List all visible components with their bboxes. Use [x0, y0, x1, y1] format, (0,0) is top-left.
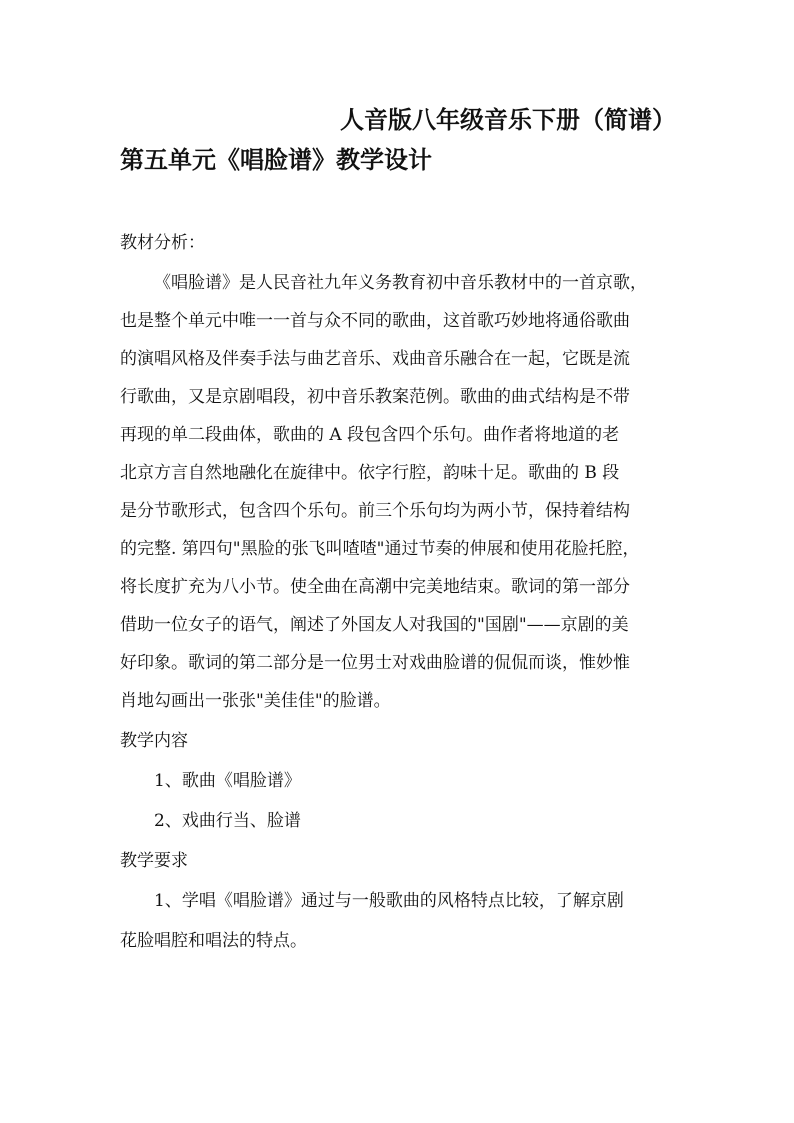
- section-heading-requirements: 教学要求: [120, 851, 188, 871]
- analysis-line-1: 《唱脸谱》是人民音社九年义务教育初中音乐教材中的一首京歌，: [154, 273, 647, 293]
- section-heading-analysis: 教材分析：: [120, 233, 205, 253]
- requirement-line-2: 花脸唱腔和唱法的特点。: [120, 931, 307, 951]
- analysis-line-5: 再现的单二段曲体，歌曲的 A 段包含四个乐句。曲作者将地道的老: [120, 425, 620, 445]
- section-heading-content: 教学内容: [120, 731, 188, 751]
- analysis-line-9: 将长度扩充为八小节。使全曲在高潮中完美地结束。歌词的第一部分: [120, 577, 630, 597]
- analysis-line-10: 借助一位女子的语气，阐述了外国友人对我国的"国剧"——京剧的美: [120, 615, 629, 635]
- content-item-2: 2、戏曲行当、脸谱: [154, 811, 301, 831]
- analysis-line-11: 好印象。歌词的第二部分是一位男士对戏曲脸谱的侃侃而谈，惟妙惟: [120, 653, 630, 673]
- document-title-line-1: 人音版八年级音乐下册（简谱）: [340, 106, 676, 134]
- analysis-line-4: 行歌曲，又是京剧唱段，初中音乐教案范例。歌曲的曲式结构是不带: [120, 387, 630, 407]
- requirement-line-1: 1、学唱《唱脸谱》通过与一般歌曲的风格特点比较，了解京剧: [154, 891, 624, 911]
- analysis-line-7: 是分节歌形式，包含四个乐句。前三个乐句均为两小节，保持着结构: [120, 501, 630, 521]
- content-item-1: 1、歌曲《唱脸谱》: [154, 771, 301, 791]
- analysis-line-3: 的演唱风格及伴奏手法与曲艺音乐、戏曲音乐融合在一起，它既是流: [120, 349, 630, 369]
- analysis-line-8: 的完整. 第四句"黑脸的张飞叫喳喳"通过节奏的伸展和使用花脸托腔，: [120, 539, 640, 559]
- analysis-line-6: 北京方言自然地融化在旋律中。依字行腔，韵味十足。歌曲的 B 段: [120, 463, 620, 483]
- analysis-line-12: 肖地勾画出一张张"美佳佳"的脸谱。: [120, 691, 391, 711]
- document-title-line-2: 第五单元《唱脸谱》教学设计: [120, 146, 432, 174]
- analysis-line-2: 也是整个单元中唯一一首与众不同的歌曲，这首歌巧妙地将通俗歌曲: [120, 311, 630, 331]
